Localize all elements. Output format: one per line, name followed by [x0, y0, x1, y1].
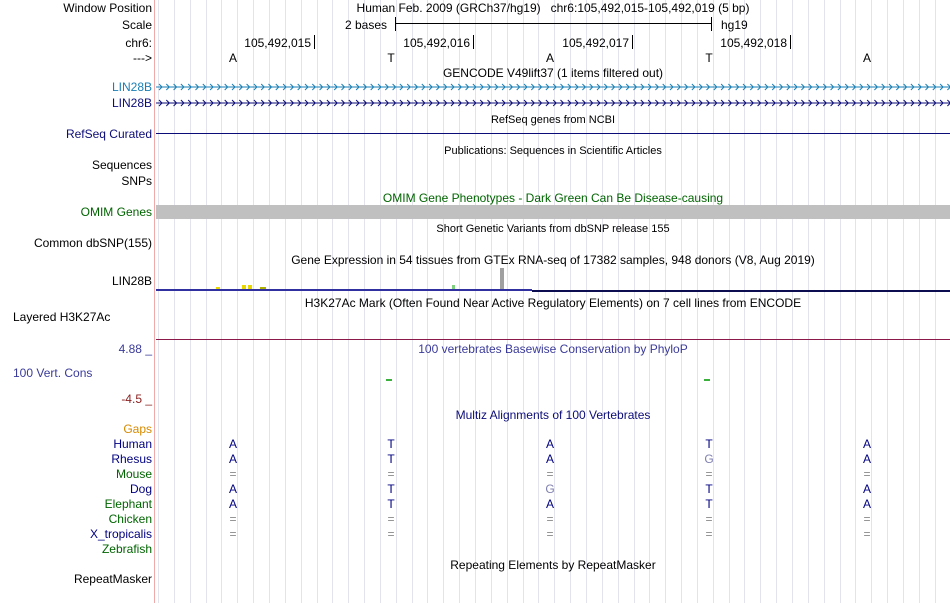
strand-label: ---> [133, 51, 152, 65]
omim-feature-bar[interactable] [156, 205, 950, 219]
window-position-label: Window Position [63, 1, 152, 15]
gencode-gene-2[interactable] [156, 97, 950, 109]
gtex-expression-graph[interactable] [156, 266, 950, 292]
scale-bar-left-end [395, 17, 396, 31]
multiz-gaps-label[interactable]: Gaps [123, 422, 152, 436]
refseq-track-label[interactable]: RefSeq Curated [65, 127, 152, 141]
phylop-score-mark-2 [704, 379, 710, 381]
multiz-base: = [546, 527, 554, 541]
multiz-base: = [863, 512, 871, 526]
multiz-track-title[interactable]: Multiz Alignments of 100 Vertebrates [455, 408, 651, 422]
multiz-base: A [862, 437, 871, 451]
ruler-position: 105,492,015 [244, 36, 311, 50]
multiz-base: = [229, 527, 237, 541]
scale-label[interactable]: Scale [121, 18, 152, 32]
omim-track-label[interactable]: OMIM Genes [80, 205, 152, 219]
multiz-base: A [228, 497, 237, 511]
multiz-base: A [228, 437, 237, 451]
publications-track-title[interactable]: Publications: Sequences in Scientific Articles [444, 145, 662, 157]
ruler-tick [473, 35, 474, 49]
gtex-track-title[interactable]: Gene Expression in 54 tissues from GTEx RNA-seq of 17382 samples, 948 donors (V8, Aug 2019) [291, 253, 815, 267]
multiz-base: = [863, 467, 871, 481]
refseq-gene-line[interactable] [156, 133, 950, 134]
multiz-base: A [862, 497, 871, 511]
multiz-species-label[interactable]: Rhesus [111, 452, 152, 466]
ruler-tick [790, 35, 791, 49]
multiz-base: A [228, 452, 237, 466]
reference-base: A [545, 51, 554, 65]
multiz-base: T [705, 482, 713, 496]
multiz-base: A [862, 482, 871, 496]
ruler-tick [632, 35, 633, 49]
multiz-species-label[interactable]: X_tropicalis [89, 527, 152, 541]
ruler-position: 105,492,016 [403, 36, 470, 50]
phylop-max-label: 4.88 _ [118, 342, 152, 356]
multiz-base: = [546, 467, 554, 481]
phylop-min-label: -4.5 _ [121, 392, 152, 406]
multiz-base: G [704, 452, 714, 466]
multiz-base: = [705, 527, 713, 541]
multiz-base: = [229, 467, 237, 481]
publications-track-label[interactable]: Sequences [91, 158, 152, 172]
multiz-base: = [546, 512, 554, 526]
chrom-label[interactable]: chr6: [125, 36, 152, 50]
multiz-base: = [229, 512, 237, 526]
scale-text: 2 bases [345, 18, 388, 32]
multiz-base: = [387, 467, 395, 481]
multiz-species-label[interactable]: Mouse [115, 467, 152, 481]
gencode-gene-label-1[interactable]: LIN28B [111, 80, 152, 94]
multiz-base: T [705, 437, 713, 451]
multiz-base: G [545, 482, 555, 496]
multiz-base: T [387, 497, 395, 511]
multiz-base: A [228, 482, 237, 496]
multiz-species-label[interactable]: Dog [129, 482, 152, 496]
multiz-species-label[interactable]: Zebrafish [101, 542, 152, 556]
ruler-position: 105,492,018 [720, 36, 787, 50]
dbsnp-track-label[interactable]: Common dbSNP(155) [33, 236, 152, 250]
dbsnp-track-title[interactable]: Short Genetic Variants from dbSNP release 155 [436, 223, 670, 235]
multiz-base: A [545, 452, 554, 466]
repeatmasker-track-title[interactable]: Repeating Elements by RepeatMasker [450, 558, 656, 572]
phylop-score-mark-1 [386, 379, 392, 381]
window-position-value: Human Feb. 2009 (GRCh37/hg19) chr6:105,492,015-105,492,019 (5 bp) [356, 1, 750, 15]
h3k27ac-track-label[interactable]: Layered H3K27Ac [13, 310, 111, 324]
reference-base: A [862, 51, 871, 65]
assembly-label: hg19 [721, 18, 748, 32]
repeatmasker-track-label[interactable]: RepeatMasker [73, 572, 152, 586]
multiz-base: = [387, 527, 395, 541]
multiz-species-label[interactable]: Elephant [104, 497, 152, 511]
multiz-species-label[interactable]: Human [113, 437, 152, 451]
gtex-track-label[interactable]: LIN28B [111, 274, 152, 288]
multiz-base: = [705, 467, 713, 481]
ruler-tick [314, 35, 315, 49]
multiz-base: A [545, 497, 554, 511]
refseq-track-title[interactable]: RefSeq genes from NCBI [490, 114, 616, 126]
multiz-species-label[interactable]: Chicken [108, 512, 152, 526]
multiz-base: = [863, 527, 871, 541]
scale-bar-right-end [711, 17, 712, 31]
h3k27ac-track-title[interactable]: H3K27Ac Mark (Often Found Near Active Regulatory Elements) on 7 cell lines from ENCODE [304, 296, 802, 310]
multiz-base: T [705, 497, 713, 511]
snps-track-label[interactable]: SNPs [121, 174, 152, 188]
scale-bar [395, 23, 712, 24]
ruler-position: 105,492,017 [562, 36, 629, 50]
gencode-track-title[interactable]: GENCODE V49lift37 (1 items filtered out) [442, 66, 664, 80]
multiz-base: T [387, 452, 395, 466]
multiz-base: = [387, 512, 395, 526]
reference-base: A [228, 51, 237, 65]
reference-base: T [705, 51, 713, 65]
multiz-base: T [387, 437, 395, 451]
omim-track-title[interactable]: OMIM Gene Phenotypes - Dark Green Can Be Disease-causing [382, 191, 724, 205]
multiz-base: T [387, 482, 395, 496]
phylop-track-title[interactable]: 100 vertebrates Basewise Conservation by PhyloP [418, 342, 688, 356]
reference-base: T [387, 51, 395, 65]
phylop-track-label[interactable]: 100 Vert. Cons [13, 366, 93, 380]
multiz-base: A [862, 452, 871, 466]
multiz-base: A [545, 437, 554, 451]
h3k27ac-signal-line[interactable] [156, 339, 950, 340]
multiz-base: = [705, 512, 713, 526]
gencode-gene-1[interactable] [156, 81, 950, 93]
gencode-gene-label-2[interactable]: LIN28B [111, 96, 152, 110]
